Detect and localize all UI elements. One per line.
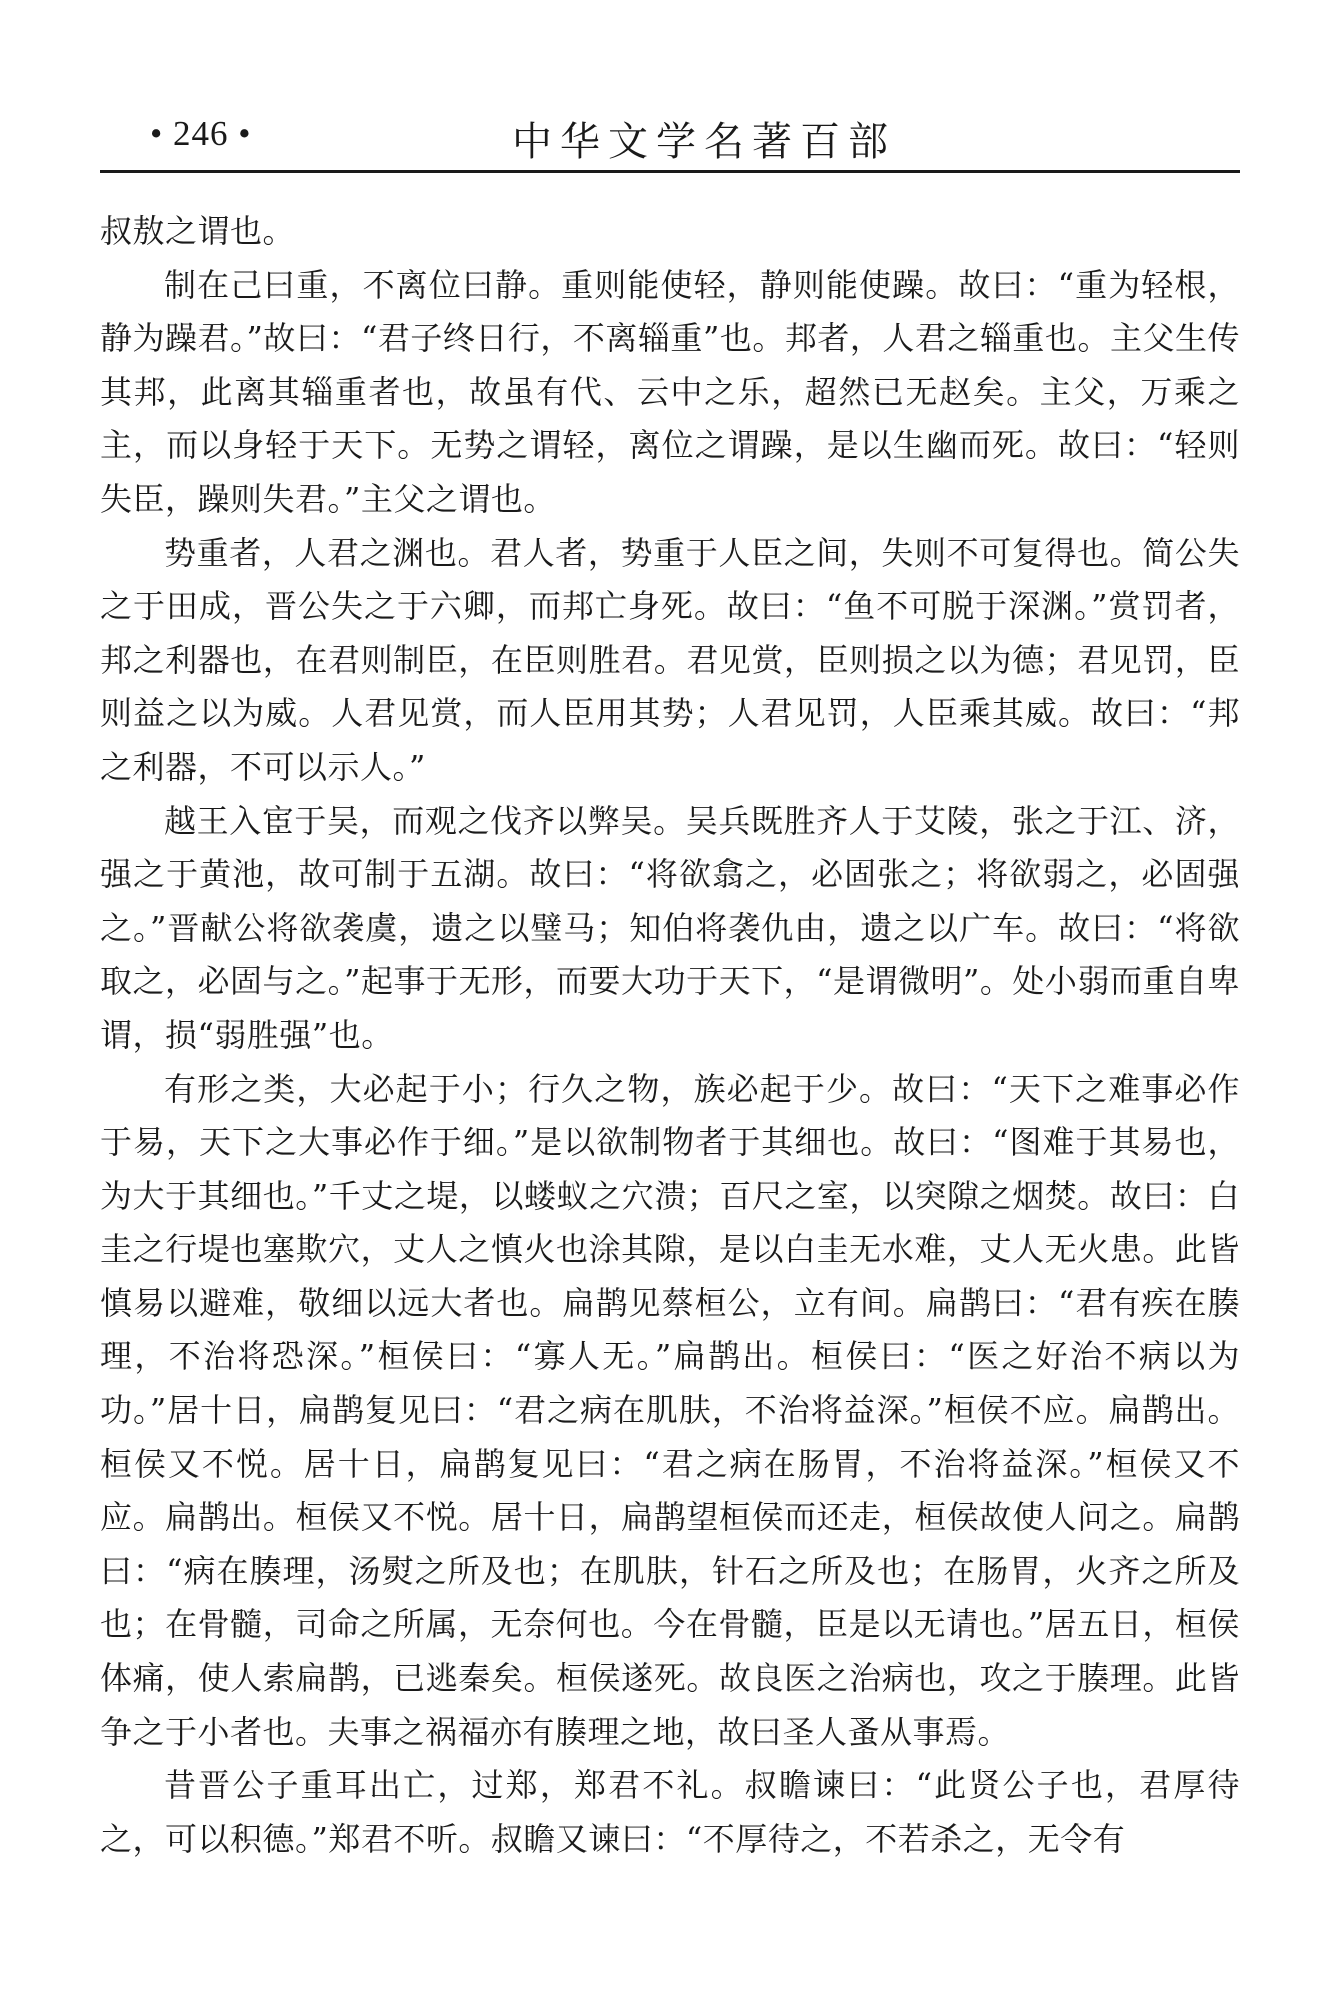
page-header — [100, 108, 1240, 168]
paragraph: 昔晋公子重耳出亡，过郑，郑君不礼。叔瞻谏曰：“此贤公子也，君厚待之，可以积德。”郑君不听。叔瞻又谏曰：“不厚待之，不若杀之，无令有 — [100, 1766, 1240, 1858]
body-text — [100, 205, 1240, 1866]
paragraph: 有形之类，大必起于小；行久之物，族必起于少。故曰：“天下之难事必作于易，天下之大事必作于细。”是以欲制物者于其细也。故曰：“图难于其易也，为大于其细也。”千丈之堤，以蝼蚁之穴溃；百尺之室，以突隙之烟焚。故曰：白圭之行堤也塞欺穴，丈人之慎火也涂其隙，是以白圭无水难，丈人无火患。此皆慎易以避难，敬细以远大者也。扁鹊见蔡桓公，立有间。扁鹊曰：“君有疾在腠理，不治将恐深。”桓侯曰：“寡人无。”扁鹊出。桓侯曰：“医之好治不病以为功。”居十日，扁鹊复见曰：“君之病在肌肤，不治将益深。”桓侯不应。扁鹊出。桓侯又不悦。居十日，扁鹊复见曰：“君之病在肠胃，不治将益深。”桓侯又不应。扁鹊出。桓侯又不悦。居十日，扁鹊望桓侯而还走，桓侯故使人问之。扁鹊曰：“病在腠理，汤熨之所及也；在肌肤，针石之所及也；在肠胃，火齐之所及也；在骨髓，司命之所属，无奈何也。今在骨髓，臣是以无请也。”居五日，桓侯体痛，使人索扁鹊，已逃秦矣。桓侯遂死。故良医之治病也，攻之于腠理。此皆争之于小者也。夫事之祸福亦有腠理之地，故曰圣人蚤从事焉。 — [100, 1069, 1240, 1751]
book-title: 中华文学名著百部 — [512, 119, 896, 165]
paragraph: 叔敖之谓也。 — [100, 212, 296, 250]
header-rule — [100, 170, 1240, 173]
paragraph: 制在己曰重，不离位曰静。重则能使轻，静则能使躁。故曰：“重为轻根，静为躁君。”故曰：“君子终日行，不离辎重”也。邦者，人君之辎重也。主父生传其邦，此离其辎重者也，故虽有代、云中之乐，超然已无赵矣。主父，万乘之主，而以身轻于天下。无势之谓轻，离位之谓躁，是以生幽而死。故曰：“轻则失臣，躁则失君。”主父之谓也。 — [100, 265, 1240, 518]
paragraph: 势重者，人君之渊也。君人者，势重于人臣之间，失则不可复得也。简公失之于田成，晋公失之于六卿，而邦亡身死。故曰：“鱼不可脱于深渊。”赏罚者，邦之利器也，在君则制臣，在臣则胜君。君见赏，臣则损之以为德；君见罚，臣则益之以为威。人君见赏，而人臣用其势；人君见罚，人臣乘其威。故曰：“邦之利器，不可以示人。” — [100, 533, 1240, 786]
page-number: • 246 • — [150, 114, 252, 153]
paragraph: 越王入宦于吴，而观之伐齐以弊吴。吴兵既胜齐人于艾陵，张之于江、济，强之于黄池，故可制于五湖。故曰：“将欲翕之，必固张之；将欲弱之，必固强之。”晋献公将欲袭虞，遗之以璧马；知伯将袭仇由，遗之以广车。故曰：“将欲取之，必固与之。”起事于无形，而要大功于天下，“是谓微明”。处小弱而重自卑谓，损“弱胜强”也。 — [100, 801, 1240, 1054]
